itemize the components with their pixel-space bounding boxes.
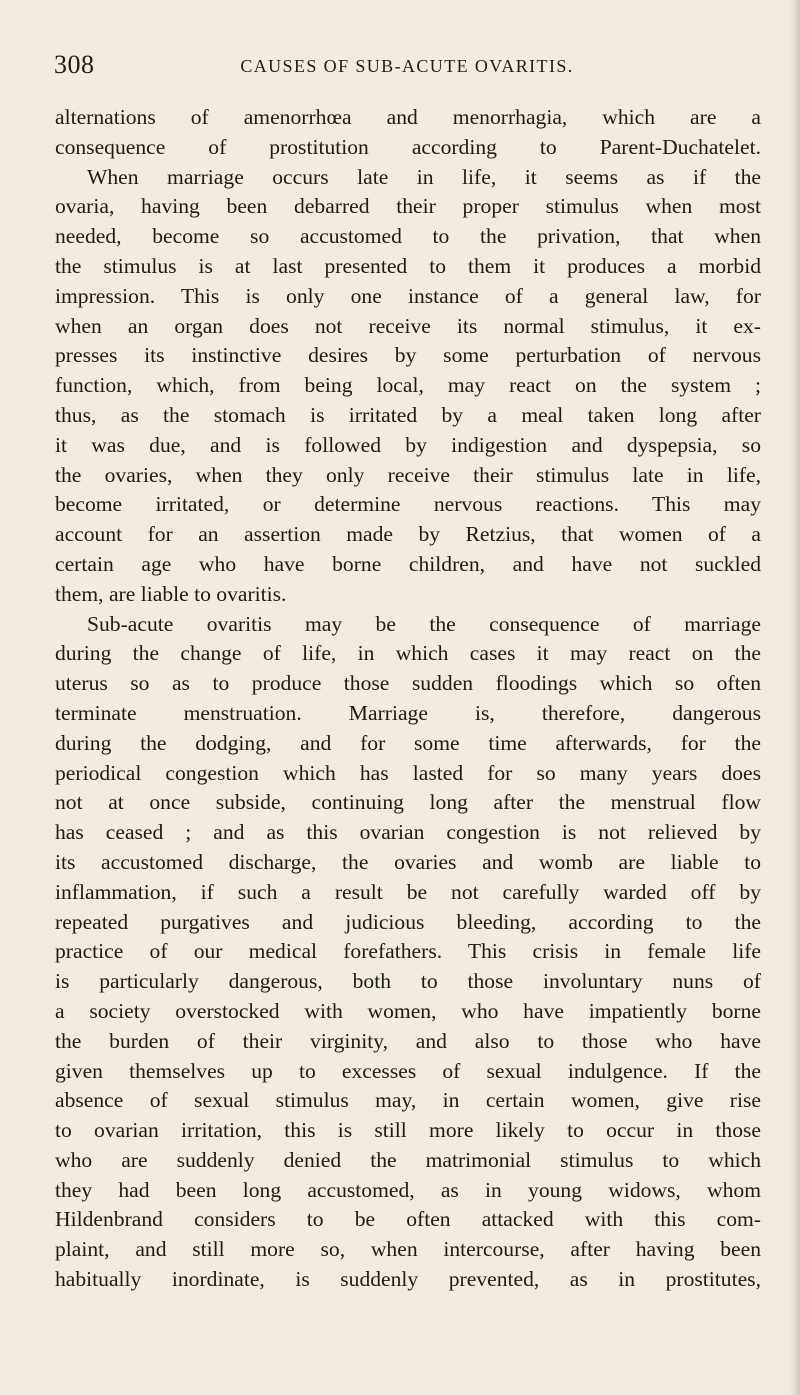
- text-line: its accustomed discharge, the ovaries and womb are liable to: [55, 849, 761, 874]
- text-line: absence of sexual stimulus may, in certain women, give rise: [55, 1088, 761, 1113]
- text-line: uterus so as to produce those sudden floodings which so often: [55, 671, 761, 696]
- text-line: become irritated, or determine nervous reactions. This may: [55, 492, 761, 517]
- text-line: to ovarian irritation, this is still more likely to occur in those: [55, 1118, 761, 1143]
- running-head: CAUSES OF SUB-ACUTE OVARITIS.: [240, 56, 574, 76]
- text-line: it was due, and is followed by indigestion and dyspepsia, so: [55, 432, 761, 457]
- text-line: consequence of prostitution according to Parent-Duchatelet.: [55, 134, 761, 159]
- body-text: [55, 103, 761, 1295]
- text-line: is particularly dangerous, both to those involuntary nuns of: [55, 969, 761, 994]
- page-edge-shadow: [790, 0, 800, 1395]
- text-line: periodical congestion which has lasted for so many years does: [55, 760, 761, 785]
- text-line: they had been long accustomed, as in young widows, whom: [55, 1177, 761, 1202]
- text-line: Hildenbrand considers to be often attacked with this com-: [55, 1207, 761, 1232]
- text-line: not at once subside, continuing long after the menstrual flow: [55, 790, 761, 815]
- text-line: who are suddenly denied the matrimonial stimulus to which: [55, 1147, 761, 1172]
- text-line: a society overstocked with women, who have impatiently borne: [55, 998, 761, 1023]
- text-line: function, which, from being local, may react on the system ;: [55, 373, 761, 398]
- text-line: impression. This is only one instance of a general law, for: [55, 283, 761, 308]
- text-line: inflammation, if such a result be not carefully warded off by: [55, 879, 761, 904]
- text-line: alternations of amenorrhœa and menorrhagia, which are a: [55, 105, 761, 129]
- text-line: practice of our medical forefathers. This crisis in female life: [55, 939, 761, 964]
- text-line: certain age who have borne children, and have not suckled: [55, 551, 761, 576]
- text-line: the ovaries, when they only receive their stimulus late in life,: [55, 462, 761, 487]
- text-line: when an organ does not receive its normal stimulus, it ex-: [55, 313, 761, 338]
- page-number: 308: [54, 50, 95, 79]
- text-line: has ceased ; and as this ovarian congestion is not relieved by: [55, 820, 761, 845]
- text-line: Sub-acute ovaritis may be the consequence of marriage: [87, 611, 761, 636]
- text-line: during the change of life, in which cases it may react on the: [55, 641, 761, 666]
- text-line: presses its instinctive desires by some perturbation of nervous: [55, 343, 761, 368]
- text-line: them, are liable to ovaritis.: [55, 581, 287, 606]
- text-line: the stimulus is at last presented to them it produces a morbid: [55, 253, 761, 278]
- text-line: the burden of their virginity, and also to those who have: [55, 1028, 761, 1053]
- text-line: thus, as the stomach is irritated by a meal taken long after: [55, 402, 761, 427]
- text-line: plaint, and still more so, when intercourse, after having been: [55, 1237, 761, 1262]
- page-header: [54, 50, 760, 84]
- text-line: habitually inordinate, is suddenly prevented, as in prostitutes,: [55, 1267, 761, 1292]
- text-line: terminate menstruation. Marriage is, therefore, dangerous: [55, 700, 761, 725]
- text-line: needed, become so accustomed to the privation, that when: [55, 224, 761, 249]
- text-line: during the dodging, and for some time afterwards, for the: [55, 730, 761, 755]
- text-line: given themselves up to excesses of sexual indulgence. If the: [55, 1058, 761, 1083]
- text-line: repeated purgatives and judicious bleeding, according to the: [55, 909, 761, 934]
- text-line: account for an assertion made by Retzius, that women of a: [55, 522, 761, 547]
- text-line: ovaria, having been debarred their proper stimulus when most: [55, 194, 761, 219]
- text-line: When marriage occurs late in life, it seems as if the: [87, 164, 761, 189]
